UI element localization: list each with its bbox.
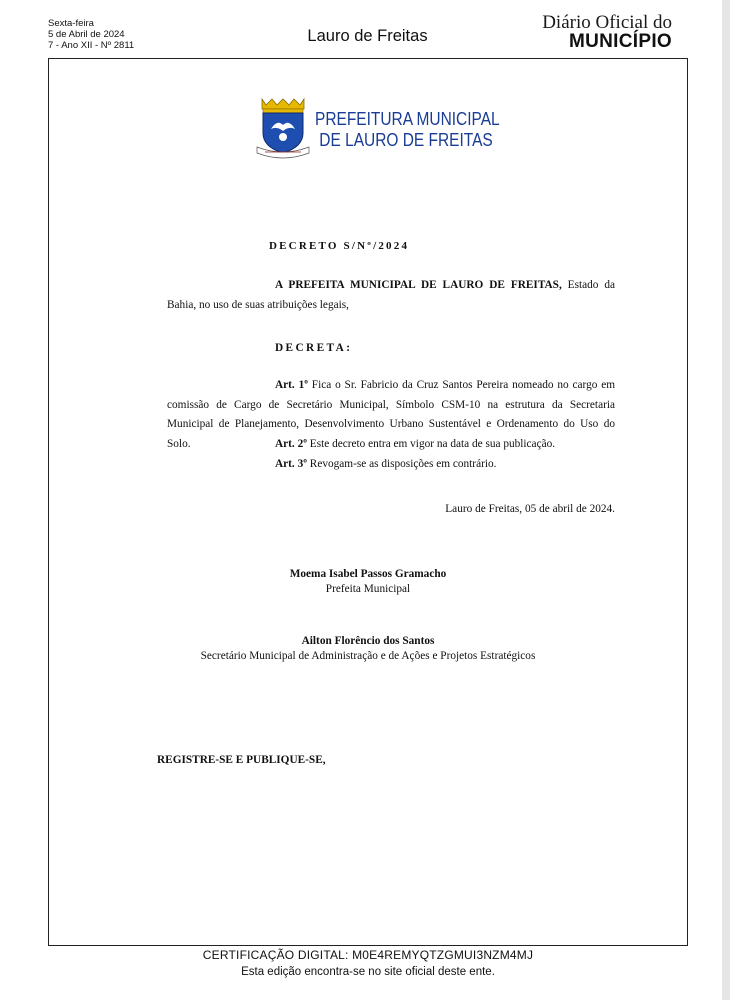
signature-name: Ailton Florêncio dos Santos <box>301 635 435 647</box>
article-3-label: Art. 3º <box>275 458 307 470</box>
decree-title: DECRETO S/Nº/2024 <box>269 240 410 252</box>
signature-role: Prefeita Municipal <box>325 583 411 595</box>
decree-intro-bold: A PREFEITA MUNICIPAL DE LAURO DE FREITAS, <box>275 279 562 291</box>
edition-info <box>48 18 134 51</box>
prefeitura-title <box>315 109 500 151</box>
signature-name: Moema Isabel Passos Gramacho <box>289 568 447 580</box>
article-1-text: Fica o Sr. Fabricio da Cruz Santos Pereira nomeado no cargo em comissão de Cargo de Secretário Municipal, Símbolo CSM-10 na estrutura da Secretaria Municipal de Planejamento, Desenvolvimento Urbano Sustentável e Ordenamento do Uso do Solo. <box>167 379 615 450</box>
prefeitura-logo <box>253 95 513 161</box>
edition-date: 5 de Abril de 2024 <box>48 29 125 40</box>
city-crest-icon <box>253 95 313 161</box>
edition-weekday: Sexta-feira <box>48 18 94 29</box>
edition-number: 7 - Ano XII - Nº 2811 <box>48 40 135 51</box>
brand-logo <box>540 14 672 51</box>
page-edge <box>722 0 730 1000</box>
article-1-label: Art. 1º <box>275 379 308 391</box>
brand-logo-bottom: MUNICÍPIO <box>569 31 672 52</box>
prefeitura-title-line1: PREFEITURA MUNICIPAL <box>315 109 500 129</box>
article-3-text: Revogam-se as disposições em contrário. <box>306 458 497 470</box>
article-2 <box>167 435 615 455</box>
document-frame <box>48 58 688 946</box>
prefeitura-title-line2: DE LAURO DE FREITAS <box>319 130 493 150</box>
signature-block-mayor <box>49 567 687 597</box>
brand-logo-top: Diário Oficial do <box>542 12 672 33</box>
closing-statement: REGISTRE-SE E PUBLIQUE-SE, <box>157 754 326 766</box>
article-2-text: Este decreto entra em vigor na data de sua publicação. <box>306 438 556 450</box>
decree-intro <box>167 276 615 315</box>
decree-intro-rest: Estado da Bahia, no uso de suas atribuições legais, <box>167 279 615 311</box>
header-city: Lauro de Freitas <box>307 27 428 45</box>
footer-note: Esta edição encontra-se no site oficial deste ente. <box>241 966 495 978</box>
article-2-label: Art. 2º <box>275 438 307 450</box>
article-3 <box>167 455 615 475</box>
decreta-heading: DECRETA: <box>275 342 353 354</box>
place-date: Lauro de Freitas, 05 de abril de 2024. <box>445 503 615 515</box>
signature-role: Secretário Municipal de Administração e de Ações e Projetos Estratégicos <box>200 650 536 662</box>
digital-certification: CERTIFICAÇÃO DIGITAL: M0E4REMYQTZGMUI3NZM4MJ <box>202 948 534 962</box>
signature-block-secretary <box>49 634 687 664</box>
